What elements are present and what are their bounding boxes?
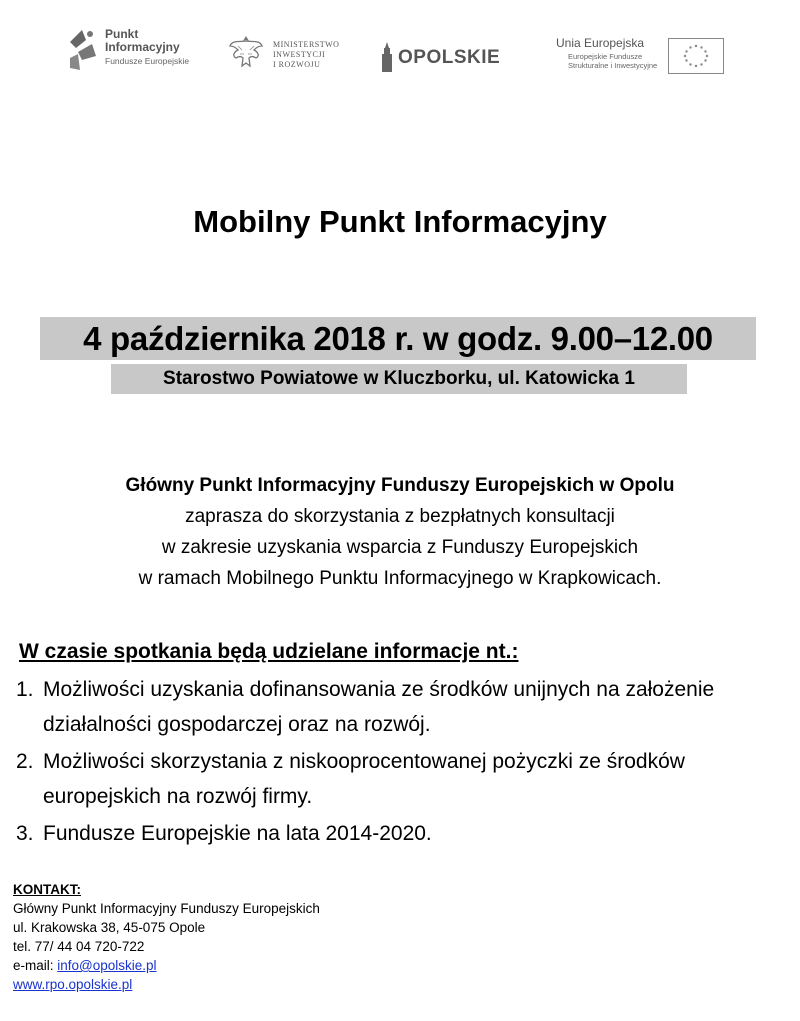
punkt-logo-line1: Punkt [105,27,139,41]
intro-paragraph [0,470,800,594]
ministerstwo-logo-line1: MINISTERSTWO [273,40,340,49]
unia-logo-line1: Unia Europejska [556,36,645,50]
punkt-logo-line3: Fundusze Europejskie [105,56,190,66]
list-item-number: 2. [16,750,34,773]
list-item-number: 1. [16,678,34,701]
contact-website-link[interactable]: www.rpo.opolskie.pl [13,977,133,992]
contact-org: Główny Punkt Informacyjny Funduszy Europejskich [13,901,320,916]
intro-line-2: zaprasza do skorzystania z bezpłatnych konsultacji [185,506,615,527]
ministerstwo-logo [226,32,366,76]
contact-email-link[interactable]: info@opolskie.pl [57,958,157,973]
info-heading: W czasie spotkania będą udzielane informacje nt.: [19,640,519,663]
intro-organizer: Główny Punkt Informacyjny Funduszy Europejskich w Opolu [125,475,675,496]
contact-phone: tel. 77/ 44 04 720-722 [13,939,145,954]
ministerstwo-logo-line2: INWESTYCJI [273,50,326,59]
intro-line-3: w zakresie uzyskania wsparcia z Funduszy Europejskich [161,537,639,558]
unia-logo-line2: Europejskie Fundusze [568,52,643,61]
list-item [16,672,796,742]
contact-email-label: e-mail: [13,958,58,973]
list-item-text: Możliwości uzyskania dofinansowania ze środków unijnych na założenie działalności gospodarczej oraz na rozwój. [43,678,715,736]
opolskie-logo-text: OPOLSKIE [398,47,501,68]
contact-email-row [13,956,320,975]
contact-block [13,880,320,994]
eu-flag-icon [668,38,724,74]
contact-address: ul. Krakowska 38, 45-075 Opole [13,920,206,935]
info-list [16,672,796,853]
tower-icon [380,42,394,72]
punkt-informacyjny-logo [68,24,208,76]
logo-bar [0,0,800,110]
unia-logo-line3: Strukturalne i Inwestycyjne [568,61,658,70]
event-date-time: 4 października 2018 r. w godz. 9.00–12.00 [40,317,756,360]
list-item-text: Fundusze Europejskie na lata 2014-2020. [43,822,432,845]
list-item [16,744,796,814]
ministerstwo-logo-line3: I ROZWOJU [273,60,321,69]
list-item-number: 3. [16,822,34,845]
intro-line-4: w ramach Mobilnego Punktu Informacyjnego w Krapkowicach. [138,568,662,589]
page-title: Mobilny Punkt Informacyjny [193,204,607,239]
punkt-informacyjny-mark-icon [68,28,100,72]
opolskie-logo [380,42,530,74]
eagle-emblem-icon [226,32,266,72]
event-place: Starostwo Powiatowe w Kluczborku, ul. Katowicka 1 [111,364,687,394]
contact-heading: KONTAKT: [13,882,81,897]
punkt-logo-line2: Informacyjny [105,40,180,54]
list-item [16,816,796,851]
list-item-text: Możliwości skorzystania z niskooprocentowanej pożyczki ze środków europejskich na rozwój firmy. [43,750,685,808]
unia-europejska-logo [556,34,728,76]
